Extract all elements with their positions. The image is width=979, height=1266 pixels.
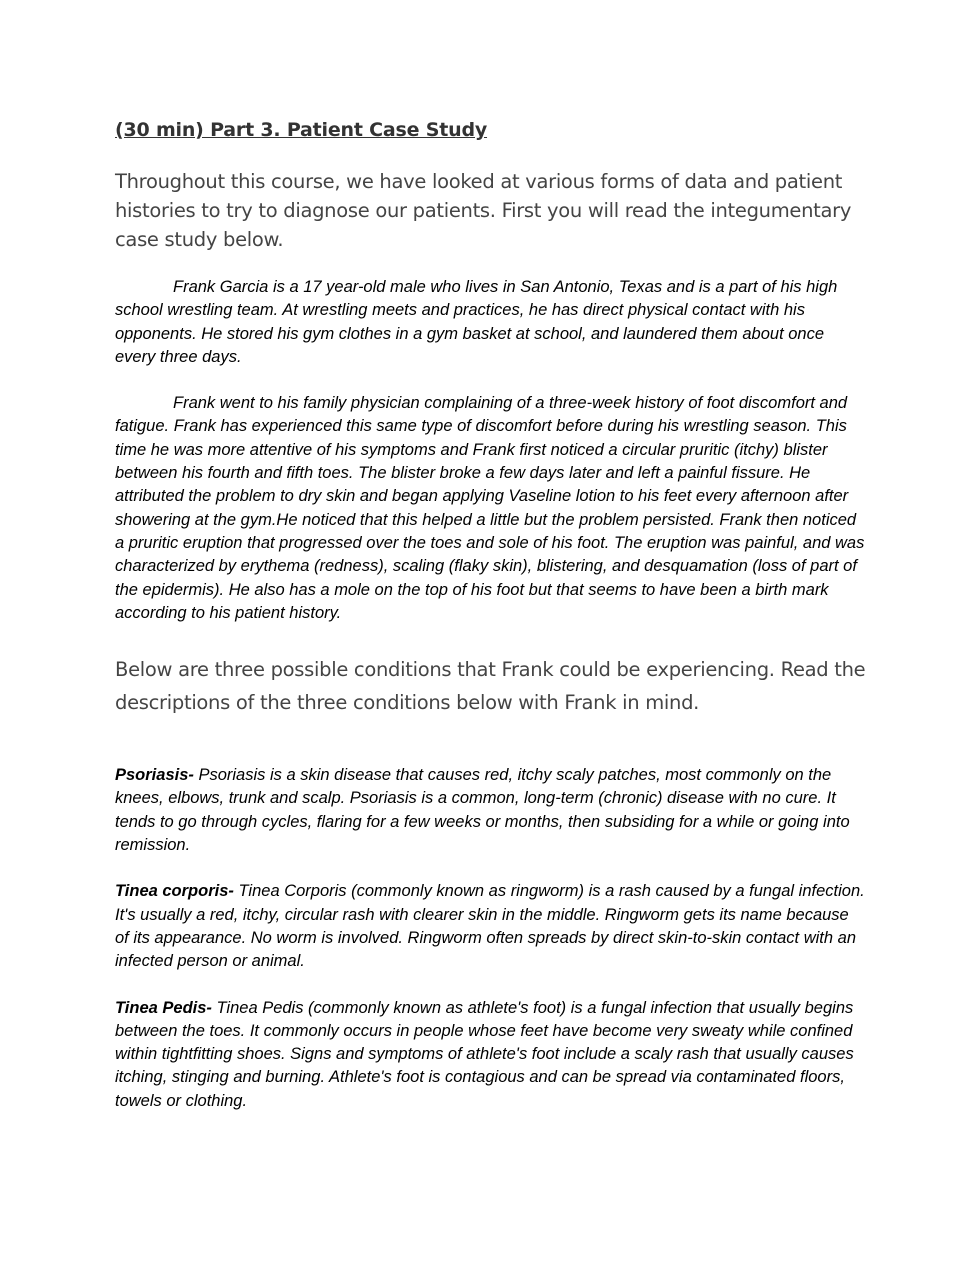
condition-name: Psoriasis-: [115, 766, 194, 785]
condition-description: Psoriasis is a skin disease that causes red, itchy scaly patches, most commonly on the knees, elbows, trunk and scalp. Psoriasis is a common, long-term (chronic) disease with no cure. It tends to go through cycles, flaring for a few weeks or months, then subsiding for a while or going into remission.: [115, 766, 850, 855]
case-study-paragraph-1: Frank Garcia is a 17 year-old male who lives in San Antonio, Texas and is a part of his high school wrestling team. At wrestling meets and practices, he has direct physical contact with his opponents. He stored his gym clothes in a gym basket at school, and laundered them about once every three days.: [115, 278, 838, 366]
condition-description: Tinea Pedis (commonly known as athlete's foot) is a fungal infection that usually begins between the toes. It commonly occurs in people whose feet have become very sweaty while confined within tightfitting shoes. Signs and symptoms of athlete's foot include a scaly rash that usually causes itching, stinging and burning. Athlete's foot is contagious and can be spread via contaminated floors, towels or clothing.: [115, 998, 854, 1110]
section-heading: (30 min) Part 3. Patient Case Study: [115, 119, 488, 141]
condition-description: Tinea Corporis (commonly known as ringworm) is a rash caused by a fungal infection. It's usually a red, itchy, circular rash with clearer skin in the middle. Ringworm gets its name because of its appearance. No worm is involved. Ringworm often spreads by direct skin-to-skin contact with an infected person or animal.: [115, 882, 865, 971]
condition-tinea-corporis: [115, 880, 867, 973]
document-page: [115, 116, 867, 1113]
conditions-intro-paragraph: Below are three possible conditions that Frank could be experiencing. Read the descriptions of the three conditions below with Frank in mind.: [115, 658, 866, 714]
case-study-paragraph-2: Frank went to his family physician complaining of a three-week history of foot discomfort and fatigue. Frank has experienced this same type of discomfort before during his wrestling season. This time he was more attentive of his symptoms and Frank first noticed a circular pruritic (itchy) blister between his fourth and fifth toes. The blister broke a few days later and left a painful fissure. He attributed the problem to dry skin and began applying Vaseline lotion to his feet every afternoon after showering at the gym.He noticed that this helped a little but the problem persisted. Frank then noticed a pruritic eruption that progressed over the toes and sole of his foot. The eruption was painful, and was characterized by erythema (redness), scaling (flaky skin), blistering, and desquamation (loss of part of the epidermis). He also has a mole on the top of his foot but that seems to have been a birth mark according to his patient history.: [115, 394, 865, 622]
condition-name: Tinea corporis-: [115, 882, 234, 901]
intro-paragraph: Throughout this course, we have looked at various forms of data and patient histories to try to diagnose our patients. First you will read the integumentary case study below.: [115, 170, 852, 251]
condition-tinea-pedis: [115, 997, 867, 1113]
condition-name: Tinea Pedis-: [115, 998, 212, 1017]
condition-psoriasis: [115, 764, 867, 857]
